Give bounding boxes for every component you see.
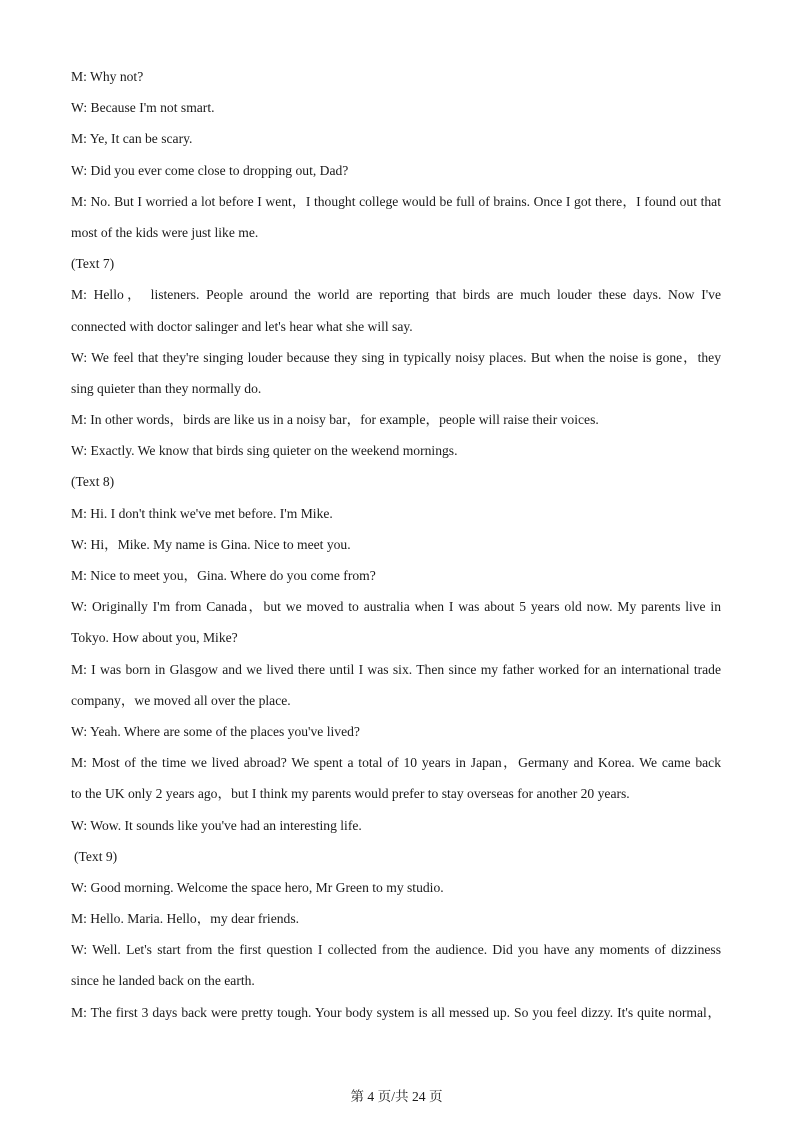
dialogue-line: company，we moved all over the place. — [71, 692, 291, 708]
dialogue-line: W: Exactly. We know that birds sing quieter on the weekend mornings. — [71, 443, 458, 459]
dialogue-line: M: Ye, It can be scary. — [71, 131, 193, 147]
dialogue-line: W: Hi，Mike. My name is Gina. Nice to meet you. — [71, 536, 351, 552]
dialogue-line: since he landed back on the earth. — [71, 973, 255, 989]
page-number-footer: 第 4 页/共 24 页 — [350, 1089, 443, 1104]
dialogue-line: connected with doctor salinger and let's hear what she will say. — [71, 318, 413, 334]
dialogue-line: Tokyo. How about you, Mike? — [71, 630, 238, 646]
dialogue-line: W: We feel that they're singing louder because they sing in typically noisy places. But when the noise is gone，they — [71, 349, 721, 365]
dialogue-line: to the UK only 2 years ago，but I think my parents would prefer to stay overseas for another 20 years. — [71, 786, 630, 802]
dialogue-line: M: Hi. I don't think we've met before. I'm Mike. — [71, 505, 333, 521]
document-body — [71, 61, 721, 1028]
section-heading: (Text 8) — [71, 474, 115, 490]
dialogue-line: sing quieter than they normally do. — [71, 380, 262, 396]
dialogue-line: M: Nice to meet you，Gina. Where do you come from? — [71, 568, 376, 583]
dialogue-line: M: Most of the time we lived abroad? We spent a total of 10 years in Japan，Germany and Korea. We came back — [71, 755, 721, 771]
dialogue-line: most of the kids were just like me. — [71, 224, 259, 240]
dialogue-line: M: Why not? — [71, 69, 144, 84]
dialogue-line: W: Yeah. Where are some of the places you've lived? — [71, 723, 360, 739]
section-heading: (Text 7) — [71, 256, 115, 272]
dialogue-line: W: Originally I'm from Canada，but we moved to australia when I was about 5 years old now. My parents live in — [71, 599, 721, 615]
dialogue-line: M: Hello. Maria. Hello，my dear friends. — [71, 911, 300, 927]
dialogue-line: W: Wow. It sounds like you've had an interesting life. — [71, 817, 362, 833]
dialogue-line: M: No. But I worried a lot before I went，I thought college would be full of brains. Once I got there，I found out that — [71, 193, 721, 209]
dialogue-line: W: Well. Let's start from the first question I collected from the audience. Did you have any moments of dizziness — [71, 942, 721, 958]
dialogue-line: W: Did you ever come close to dropping out, Dad? — [71, 162, 349, 178]
dialogue-line: M: Hello， listeners. People around the world are reporting that birds are much louder these days. Now I've — [71, 287, 721, 303]
dialogue-line: M: The first 3 days back were pretty tough. Your body system is all messed up. So you feel dizzy. It's quite normal， — [71, 1004, 721, 1020]
section-heading: (Text 9) — [74, 848, 118, 864]
dialogue-line: M: I was born in Glasgow and we lived there until I was six. Then since my father worked for an international trade — [71, 661, 721, 677]
dialogue-line: M: In other words，birds are like us in a noisy bar，for example，people will raise their voices. — [71, 412, 599, 428]
dialogue-line: W: Good morning. Welcome the space hero, Mr Green to my studio. — [71, 879, 444, 895]
dialogue-line: W: Because I'm not smart. — [71, 100, 215, 116]
